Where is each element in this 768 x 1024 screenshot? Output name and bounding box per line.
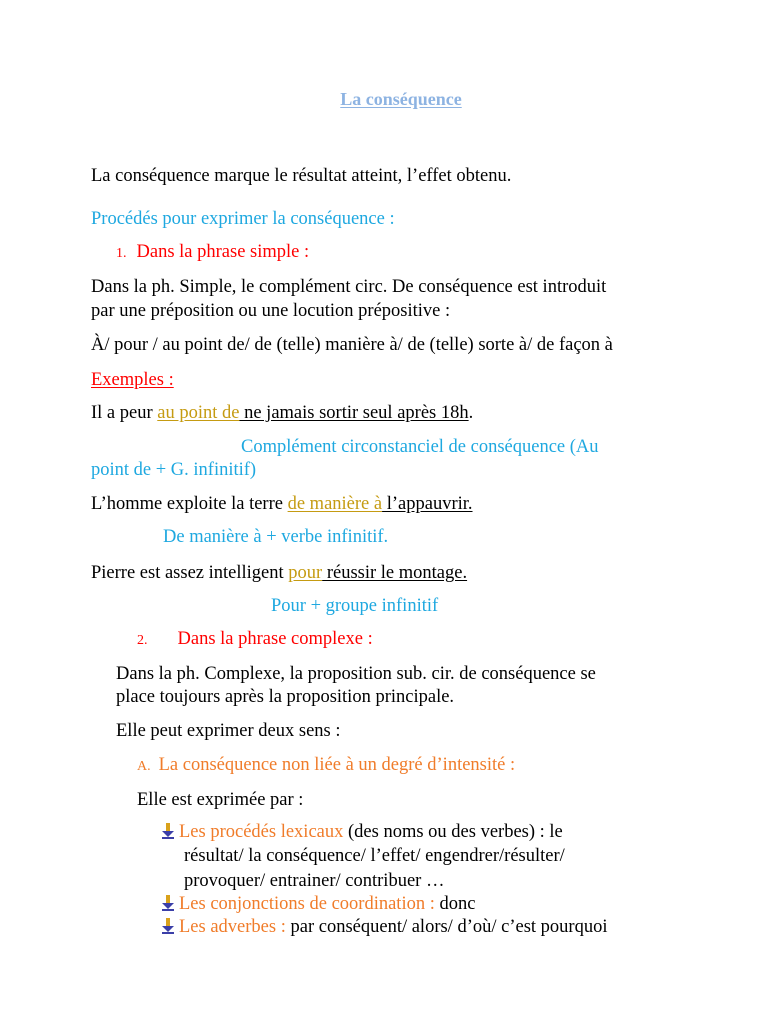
part1-text-line1: Dans la ph. Simple, le complément circ. De conséquence est introduit [91,277,607,297]
example-1-highlight: au point de [157,403,240,423]
example-3-after: réussir le montage. [322,563,468,583]
bullet-item-adverbs [161,916,607,938]
part1-heading-text: Dans la phrase simple : [136,242,310,262]
prepositions-list: À/ pour / au point de/ de (telle) manière à/ de (telle) sorte à/ de façon à [91,335,613,355]
example-1-note-line1: Complément circonstanciel de conséquence (Au [241,437,599,457]
part2-text-line2: place toujours après la proposition principale. [116,687,455,707]
part2-number: 2. [137,633,148,648]
part1-text-line2: par une préposition ou une locution prépositive : [91,301,451,321]
intro-text: La conséquence marque le résultat atteint, l’effet obtenu. [91,166,512,186]
example-1-end: . [468,403,474,423]
subsection-a-heading [137,754,515,778]
part2-text-line1: Dans la ph. Complexe, la proposition sub. cir. de conséquence se [116,664,596,684]
bullet-lexical-cont2: provoquer/ entrainer/ contribuer … [184,871,445,891]
down-arrow-bullet-icon [161,823,175,839]
bullet-conjunctions-text: donc [434,894,476,914]
part2-heading [137,628,373,652]
example-1-after: ne jamais sortir seul après 18h [239,403,469,423]
example-2-highlight: de manière à [287,494,383,514]
example-2 [91,493,473,515]
bullet-item-conjunctions [161,893,475,915]
example-2-after: l’appauvrir. [382,494,473,514]
down-arrow-bullet-icon [161,918,175,934]
example-2-before: L’homme exploite la terre [91,494,288,514]
expressed-by-text: Elle est exprimée par : [137,790,304,810]
bullet-item-lexical [161,821,563,843]
bullet-lexical-text: (des noms ou des verbes) : le [343,822,563,842]
subsection-a-letter: A. [137,759,151,774]
example-3-highlight: pour [288,563,323,583]
bullet-adverbs-text: par conséquent/ alors/ d’où/ c’est pourquoi [285,917,608,937]
example-1-note-line2: point de + G. infinitif) [91,460,257,480]
part1-heading [116,241,309,265]
examples-label: Exemples : [91,370,174,390]
bullet-lexical-cont1: résultat/ la conséquence/ l’effet/ engendrer/résulter/ [184,846,565,866]
down-arrow-bullet-icon [161,895,175,911]
example-3-note: Pour + groupe infinitif [271,596,439,616]
example-1 [91,402,473,424]
page-title: La conséquence [340,89,462,109]
example-2-note: De manière à + verbe infinitif. [163,527,389,547]
part1-number: 1. [116,246,127,261]
bullet-lexical-label: Les procédés lexicaux [179,822,344,842]
example-3 [91,562,467,584]
two-senses-text: Elle peut exprimer deux sens : [116,721,341,741]
example-3-before: Pierre est assez intelligent [91,563,289,583]
section-heading: Procédés pour exprimer la conséquence : [91,209,395,229]
subsection-a-heading-text: La conséquence non liée à un degré d’intensité : [158,755,516,775]
bullet-adverbs-label: Les adverbes : [179,917,286,937]
bullet-conjunctions-label: Les conjonctions de coordination : [179,894,435,914]
example-1-before: Il a peur [91,403,158,423]
part2-heading-text: Dans la phrase complexe : [177,629,373,649]
